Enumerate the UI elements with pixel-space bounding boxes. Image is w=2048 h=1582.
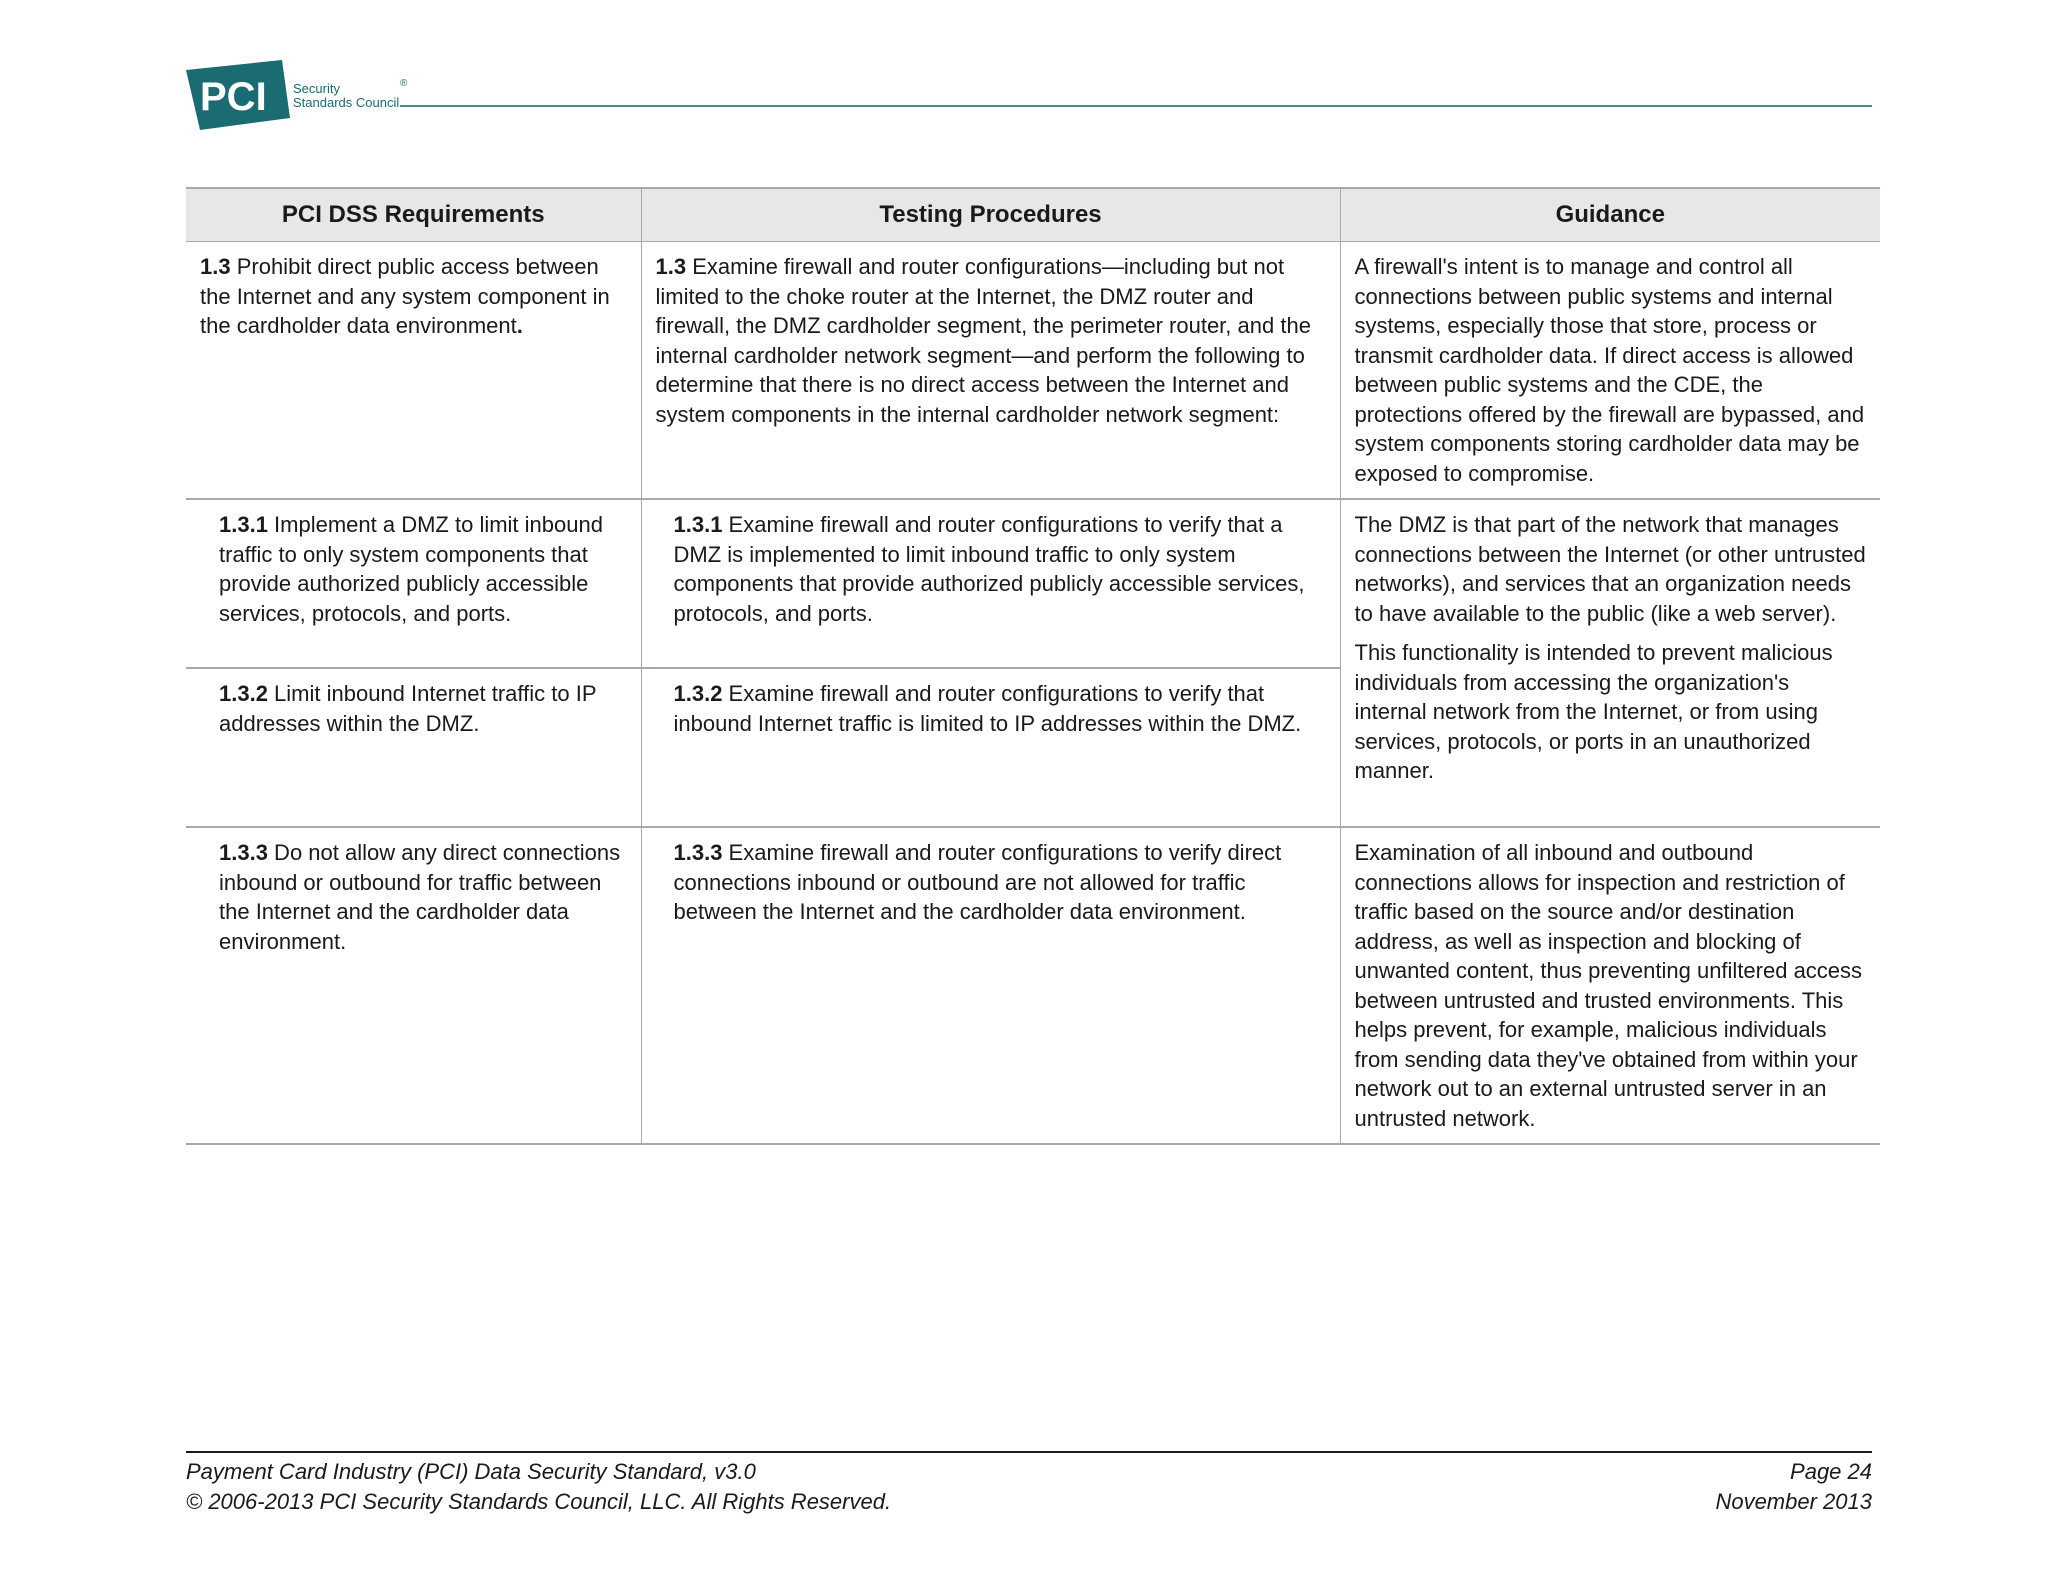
footer-rule [186,1451,1872,1453]
requirement-end: . [516,313,523,338]
testing-number: 1.3.2 [673,681,723,706]
testing-text: Examine firewall and router configurations to verify direct connections inbound or outbound are not allowed for traffic between the Internet and the cardholder data environment. [673,840,1282,924]
logo-line-2: Standards Council [293,95,400,110]
table-header-row [186,188,1880,242]
requirements-table [186,187,1880,1145]
column-header-guidance: Guidance [1340,188,1880,242]
testing-cell [641,827,1340,1144]
column-header-testing: Testing Procedures [641,188,1340,242]
header-rule [400,105,1872,107]
page-footer [186,1457,1872,1517]
logo-line-1: Security [293,81,340,96]
footer-date: November 2013 [1715,1489,1872,1514]
testing-text: Examine firewall and router configurations to verify that a DMZ is implemented to limit inbound traffic to only system components that provide authorized publicly accessible services, protocols, and ports. [673,512,1305,626]
requirement-cell [186,242,641,500]
requirement-cell [186,668,641,827]
requirement-number: 1.3.1 [219,512,268,537]
guidance-text: Examination of all inbound and outbound connections allows for inspection and restriction of traffic based on the source and/or destination address, as well as inspection and blocking of unwanted content, thus preventing unfiltered access between untrusted and trusted environments. This helps prevent, for example, malicious individuals from sending data they've obtained from within your network out to an external untrusted server in an untrusted network. [1354,840,1863,1131]
footer-page-number: Page 24 [1790,1459,1872,1484]
testing-cell [641,668,1340,827]
testing-text: Examine firewall and router configurations to verify that inbound Internet traffic is limited to IP addresses within the DMZ. [673,681,1302,736]
testing-text: Examine firewall and router configurations—including but not limited to the choke router at the Internet, the DMZ router and firewall, the DMZ cardholder segment, the perimeter router, and the internal cardholder network segment—and perform the following to determine that there is no direct access between the Internet and system components in the internal cardholder network segment: [655,254,1311,427]
testing-number: 1.3 [655,254,687,279]
table-row [186,499,1880,668]
page-header [0,0,2048,150]
footer-document-title: Payment Card Industry (PCI) Data Security Standard, v3.0 [186,1459,756,1484]
testing-number: 1.3.3 [673,840,723,865]
testing-cell [641,499,1340,668]
footer-copyright: © 2006-2013 PCI Security Standards Council, LLC. All Rights Reserved. [186,1489,892,1514]
guidance-text: A firewall's intent is to manage and control all connections between public systems and internal systems, especially those that store, process or transmit cardholder data. If direct access is allowed between public systems and the CDE, the protections offered by the firewall are bypassed, and system components storing cardholder data may be exposed to compromise. [1354,254,1865,486]
table-row [186,242,1880,500]
requirement-number: 1.3.3 [219,840,268,865]
requirement-number: 1.3.2 [219,681,268,706]
guidance-paragraph-2: This functionality is intended to prevent malicious individuals from accessing the organization's internal network from the Internet, or from using services, protocols, or ports in an unauthorized manner. [1354,640,1833,783]
column-header-requirements: PCI DSS Requirements [186,188,641,242]
registered-mark: ® [400,78,408,89]
testing-cell [641,242,1340,500]
logo-mark: PCI [200,75,267,119]
requirement-text: Implement a DMZ to limit inbound traffic to only system components that provide authorized publicly accessible services, protocols, and ports. [219,512,603,626]
testing-number: 1.3.1 [673,512,723,537]
requirement-cell [186,499,641,668]
guidance-cell [1340,242,1880,500]
requirement-number: 1.3 [200,254,231,279]
requirement-text: Do not allow any direct connections inbound or outbound for traffic between the Internet and the cardholder data environment. [219,840,621,954]
table-row [186,827,1880,1144]
pci-logo-icon [186,60,290,130]
guidance-paragraph-1: The DMZ is that part of the network that manages connections between the Internet (or other untrusted networks), and services that an organization needs to have available to the public (like a web server). [1354,512,1866,626]
guidance-cell [1340,827,1880,1144]
requirement-text: Prohibit direct public access between the Internet and any system component in the cardholder data environment [200,254,610,338]
requirement-text: Limit inbound Internet traffic to IP addresses within the DMZ. [219,681,597,736]
logo-wordmark [293,82,399,110]
guidance-cell [1340,499,1880,827]
requirement-cell [186,827,641,1144]
